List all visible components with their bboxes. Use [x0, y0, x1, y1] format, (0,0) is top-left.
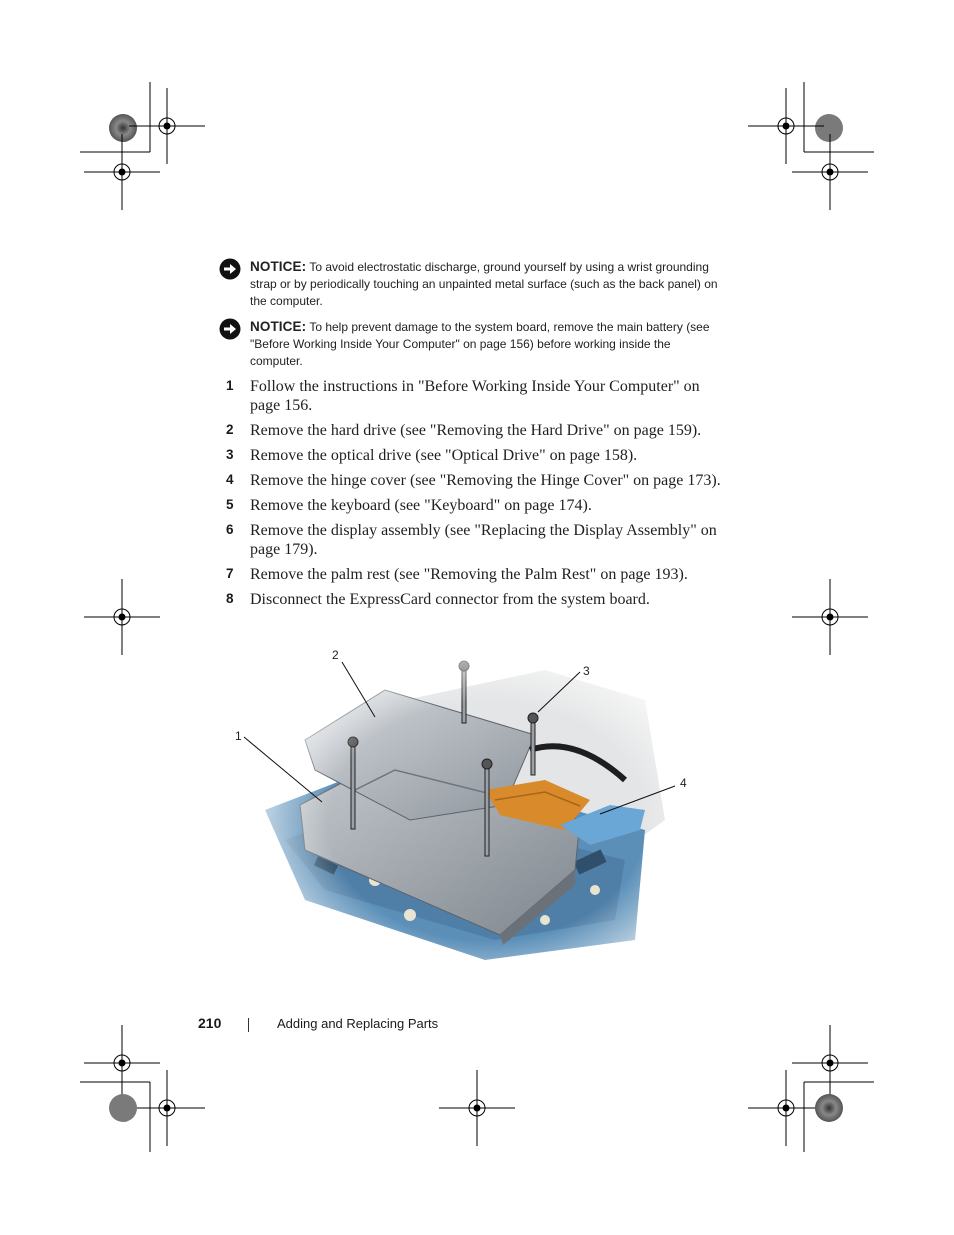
step-text: Remove the display assembly (see "Replacing the Display Assembly" on page 179). [250, 522, 717, 558]
step-text: Remove the hard drive (see "Removing the Hard Drive" on page 159). [250, 422, 702, 439]
grey-target-icon [815, 114, 843, 142]
step-number: 3 [226, 447, 234, 462]
step-number: 6 [226, 522, 234, 537]
grey-target-icon [109, 1094, 137, 1122]
step-item [226, 471, 726, 490]
star-target-icon [109, 114, 137, 142]
step-text: Remove the hinge cover (see "Removing the Hinge Cover" on page 173). [250, 472, 721, 489]
step-text: Disconnect the ExpressCard connector from the system board. [250, 591, 650, 608]
step-text: Follow the instructions in "Before Working Inside Your Computer" on page 156. [250, 378, 700, 414]
step-item [226, 565, 726, 584]
notice-arrow-icon [219, 318, 241, 340]
step-item [226, 496, 726, 515]
callout-2: 2 [332, 648, 339, 662]
callout-1: 1 [235, 729, 242, 743]
notice-label: NOTICE: [250, 319, 307, 334]
step-number: 7 [226, 566, 234, 581]
procedure-steps [226, 377, 726, 615]
step-number: 8 [226, 591, 234, 606]
callout-3: 3 [583, 664, 590, 678]
step-text: Remove the palm rest (see "Removing the Palm Rest" on page 193). [250, 566, 688, 583]
notice-battery [219, 318, 719, 370]
step-item [226, 590, 726, 609]
step-number: 4 [226, 472, 234, 487]
step-text: Remove the optical drive (see "Optical Drive" on page 158). [250, 447, 638, 464]
callout-4: 4 [680, 776, 687, 790]
notice-body: To help prevent damage to the system board, remove the main battery (see "Before Working Inside Your Computer" on page 156) before working inside the computer. [250, 320, 710, 368]
star-target-icon [815, 1094, 843, 1122]
notice-arrow-icon [219, 258, 241, 280]
step-number: 5 [226, 497, 234, 512]
expresscard-cage-illustration [245, 640, 685, 970]
step-item [226, 521, 726, 559]
step-text: Remove the keyboard (see "Keyboard" on page 174). [250, 497, 592, 514]
page-number: 210 [198, 1015, 222, 1031]
notice-text [250, 318, 719, 370]
step-item [226, 446, 726, 465]
notice-body: To avoid electrostatic discharge, ground yourself by using a wrist grounding strap or by periodically touching an unpainted metal surface (such as the back panel) on the computer. [250, 260, 718, 308]
step-number: 2 [226, 422, 234, 437]
notice-text [250, 258, 719, 310]
footer-divider [248, 1018, 249, 1032]
step-item [226, 421, 726, 440]
notice-esd [219, 258, 719, 310]
step-number: 1 [226, 378, 234, 393]
footer-section-title: Adding and Replacing Parts [277, 1016, 439, 1031]
notice-label: NOTICE: [250, 259, 307, 274]
step-item [226, 377, 726, 415]
